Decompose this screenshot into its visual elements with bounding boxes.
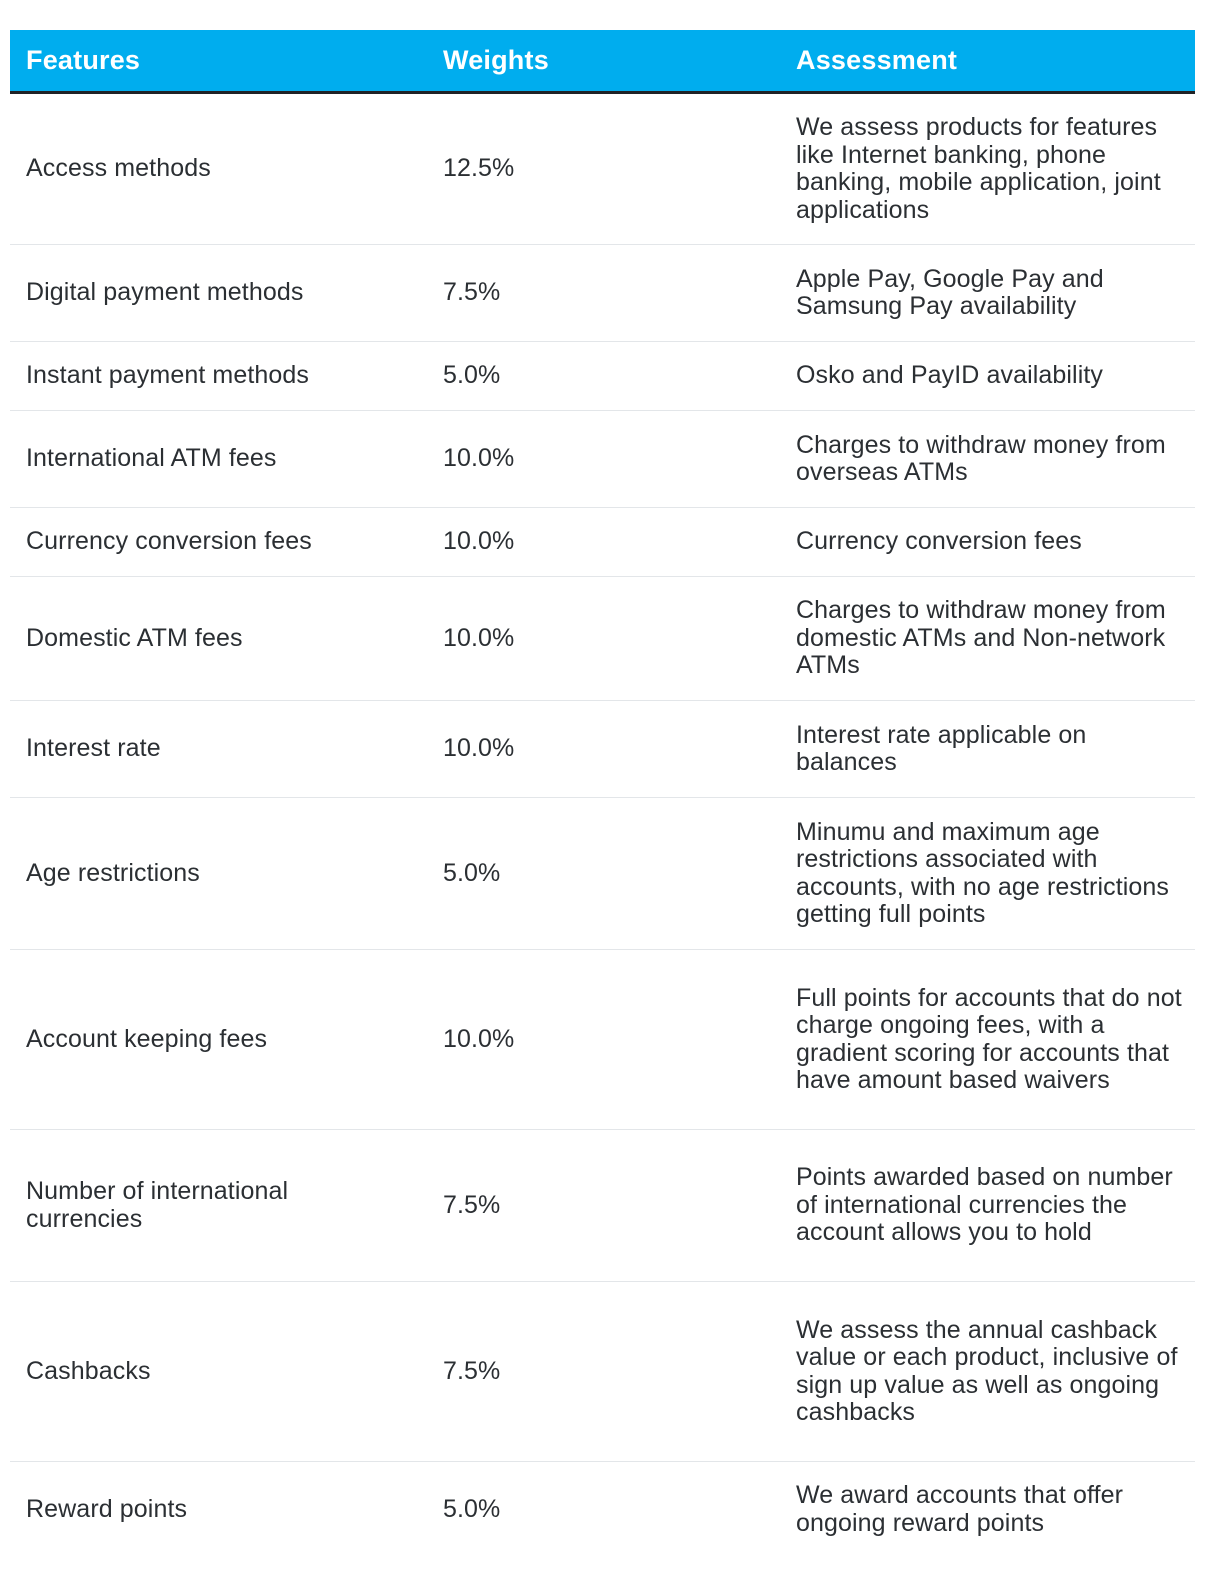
weight-cell: 7.5% bbox=[427, 1130, 780, 1282]
weight-cell: 10.0% bbox=[427, 577, 780, 701]
feature-cell: Age restrictions bbox=[10, 798, 427, 950]
weight-cell: 7.5% bbox=[427, 245, 780, 342]
feature-cell: Access methods bbox=[10, 93, 427, 245]
feature-cell: Instant payment methods bbox=[10, 342, 427, 411]
assessment-cell: Interest rate applicable on balances bbox=[780, 701, 1195, 798]
feature-cell: Currency conversion fees bbox=[10, 508, 427, 577]
feature-cell: Cashbacks bbox=[10, 1282, 427, 1462]
weights-table-container bbox=[10, 30, 1195, 1558]
header-row bbox=[10, 30, 1195, 93]
assessment-cell: Full points for accounts that do not charge ongoing fees, with a gradient scoring for accounts that have amount based waivers bbox=[780, 950, 1195, 1130]
weight-cell: 5.0% bbox=[443, 1495, 501, 1523]
weight-cell: 12.5% bbox=[427, 93, 780, 245]
feature-cell: Domestic ATM fees bbox=[10, 577, 427, 701]
table-row bbox=[10, 245, 1195, 342]
weight-cell: 10.0% bbox=[427, 508, 780, 577]
table-body bbox=[10, 93, 1195, 1558]
feature-cell: Account keeping fees bbox=[10, 950, 427, 1130]
assessment-cell: Osko and PayID availability bbox=[780, 342, 1195, 411]
feature-cell: International ATM fees bbox=[10, 411, 427, 508]
weight-cell: 7.5% bbox=[427, 1282, 780, 1462]
assessment-cell: We assess the annual cashback value or each product, inclusive of sign up value as well as ongoing cashbacks bbox=[780, 1282, 1195, 1462]
table-row bbox=[10, 798, 1195, 950]
table-row bbox=[10, 950, 1195, 1130]
feature-cell: Reward points bbox=[26, 1495, 188, 1523]
table-row bbox=[10, 1282, 1195, 1462]
table-row bbox=[10, 411, 1195, 508]
table-row bbox=[10, 577, 1195, 701]
feature-cell: Number of international currencies bbox=[10, 1130, 427, 1282]
assessment-cell: Charges to withdraw money from overseas ATMs bbox=[780, 411, 1195, 508]
assessment-cell: Minumu and maximum age restrictions associated with accounts, with no age restrictions getting full points bbox=[780, 798, 1195, 950]
assessment-cell: We award accounts that offer ongoing reward points bbox=[796, 1481, 1124, 1537]
feature-weights-table bbox=[10, 30, 1195, 1558]
weight-cell: 10.0% bbox=[427, 701, 780, 798]
feature-cell: Interest rate bbox=[10, 701, 427, 798]
table-row bbox=[10, 1462, 1195, 1558]
header-features: Features bbox=[10, 30, 427, 93]
assessment-cell: Points awarded based on number of international currencies the account allows you to hold bbox=[780, 1130, 1195, 1282]
table-row bbox=[10, 342, 1195, 411]
table-row bbox=[10, 93, 1195, 245]
assessment-cell: We assess products for features like Internet banking, phone banking, mobile application, joint applications bbox=[780, 93, 1195, 245]
assessment-cell: Apple Pay, Google Pay and Samsung Pay availability bbox=[780, 245, 1195, 342]
weight-cell: 10.0% bbox=[427, 950, 780, 1130]
weight-cell: 5.0% bbox=[427, 342, 780, 411]
weight-cell: 5.0% bbox=[427, 798, 780, 950]
weight-cell: 10.0% bbox=[427, 411, 780, 508]
assessment-cell: Currency conversion fees bbox=[780, 508, 1195, 577]
header-assessment: Assessment bbox=[780, 30, 1195, 93]
table-row bbox=[10, 701, 1195, 798]
assessment-cell: Charges to withdraw money from domestic ATMs and Non-network ATMs bbox=[780, 577, 1195, 701]
feature-cell: Digital payment methods bbox=[10, 245, 427, 342]
table-row bbox=[10, 1130, 1195, 1282]
table-row bbox=[10, 508, 1195, 577]
header-weights: Weights bbox=[427, 30, 780, 93]
table-header bbox=[10, 30, 1195, 93]
